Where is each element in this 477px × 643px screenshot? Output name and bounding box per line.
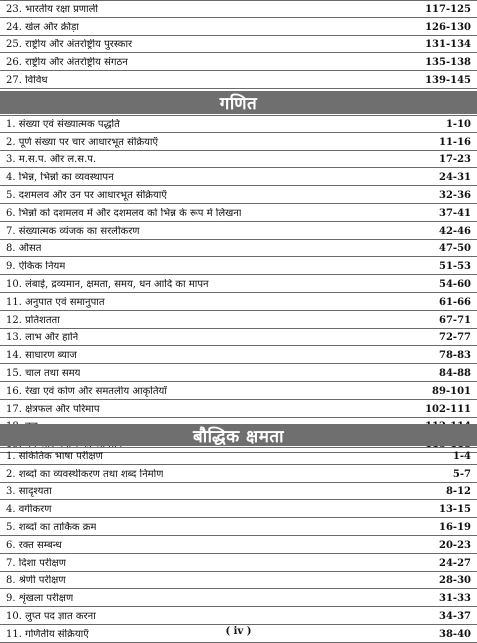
toc-entry-pages: 72-77 xyxy=(439,332,471,344)
toc-entry-title: 14. साधारण ब्याज xyxy=(6,350,77,362)
toc-entry-pages: 24-27 xyxy=(439,557,471,569)
toc-row xyxy=(0,71,477,89)
toc-entry-pages: 84-88 xyxy=(439,367,471,379)
toc-row xyxy=(0,364,477,382)
toc-entry-pages: 126-130 xyxy=(425,21,471,33)
toc-row xyxy=(0,36,477,54)
toc-entry-pages: 47-50 xyxy=(439,243,471,255)
toc-entry-title: 3. म.स.प. और ल.स.प. xyxy=(6,154,97,166)
toc-row xyxy=(0,18,477,36)
toc-entry-title: 11. गणितीय संक्रियाएँ xyxy=(6,628,89,640)
toc-entry-pages: 16-19 xyxy=(439,521,471,533)
toc-entry-title: 9. ऐकिक नियम xyxy=(6,261,66,273)
toc-entry-pages: 67-71 xyxy=(439,314,471,326)
toc-row xyxy=(0,607,477,625)
toc-row xyxy=(0,115,477,133)
toc-list-general xyxy=(0,0,477,89)
toc-row xyxy=(0,400,477,418)
toc-entry-title: 5. शब्दों का तार्किक क्रम xyxy=(6,521,97,533)
toc-row xyxy=(0,240,477,258)
toc-entry-title: 6. भिन्नों को दशमलव में और दशमलव को भिन्न के रूप में लिखना xyxy=(6,207,242,219)
toc-entry-pages: 89-101 xyxy=(432,385,471,397)
toc-entry-pages: 131-134 xyxy=(425,39,471,51)
toc-row xyxy=(0,500,477,518)
toc-entry-title: 4. भिन्न, भिन्नों का व्यवस्थापन xyxy=(6,172,114,184)
toc-entry-title: 5. दशमलव और उन पर आधारभूत संक्रियाएँ xyxy=(6,189,167,201)
toc-row xyxy=(0,168,477,186)
toc-row xyxy=(0,53,477,71)
toc-row xyxy=(0,589,477,607)
toc-entry-pages: 117-125 xyxy=(425,3,471,15)
toc-entry-title: 26. राष्ट्रीय और अंतर्राष्ट्रीय संगठन xyxy=(6,57,128,69)
toc-entry-title: 6. रक्त सम्बन्ध xyxy=(6,539,62,551)
toc-entry-title: 11. अनुपात एवं समानुपात xyxy=(6,296,105,308)
toc-entry-title: 7. संख्यात्मक व्यंजक का सरलीकरण xyxy=(6,225,140,237)
toc-list-math xyxy=(0,115,477,453)
toc-entry-title: 1. संख्या एवं संख्यात्मक पद्धति xyxy=(6,118,120,130)
toc-row xyxy=(0,536,477,554)
toc-entry-title: 25. राष्ट्रीय और अंतर्राष्ट्रीय पुरस्कार xyxy=(6,39,133,51)
toc-entry-title: 24. खेल और क्रीड़ा xyxy=(6,21,79,33)
section-heading-math-text: गणित xyxy=(219,94,258,114)
toc-entry-pages: 135-138 xyxy=(425,57,471,69)
toc-entry-pages: 13-15 xyxy=(439,504,471,516)
toc-entry-pages: 61-66 xyxy=(439,296,471,308)
toc-entry-pages: 20-23 xyxy=(439,539,471,551)
toc-entry-title: 16. रेखा एवं कोण और समतलीय आकृतियाँ xyxy=(6,385,167,397)
toc-row xyxy=(0,518,477,536)
toc-entry-pages: 1-4 xyxy=(452,450,471,462)
toc-row xyxy=(0,222,477,240)
toc-entry-title: 15. चाल तथा समय xyxy=(6,367,81,379)
toc-list-reasoning xyxy=(0,447,477,643)
toc-entry-pages: 8-12 xyxy=(445,486,471,498)
toc-entry-title: 17. क्षेत्रफल और परिमाप xyxy=(6,403,100,415)
toc-entry-pages: 34-37 xyxy=(439,610,471,622)
toc-row xyxy=(0,204,477,222)
toc-entry-title: 2. शब्दों का व्यवस्थीकरण तथा शब्द निर्माण xyxy=(6,468,164,480)
toc-row xyxy=(0,483,477,501)
toc-entry-pages: 37-41 xyxy=(439,207,471,219)
toc-entry-title: 10. लुप्त पद ज्ञात करना xyxy=(6,610,96,622)
toc-entry-pages: 54-60 xyxy=(439,278,471,290)
toc-entry-pages: 38-40 xyxy=(439,628,471,640)
toc-entry-pages: 32-36 xyxy=(439,189,471,201)
toc-entry-title: 13. लाभ और हानि xyxy=(6,332,79,344)
toc-entry-title: 12. प्रतिशतता xyxy=(6,314,60,326)
toc-entry-title: 3. सादृश्यता xyxy=(6,486,52,498)
toc-entry-pages: 51-53 xyxy=(439,261,471,273)
toc-entry-pages: 1-10 xyxy=(445,118,471,130)
toc-entry-title: 8. श्रेणी परीक्षण xyxy=(6,575,66,587)
toc-entry-pages: 11-16 xyxy=(439,136,471,148)
toc-entry-title: 10. लंबाई, द्रव्यमान, क्षमता, समय, धन आदि का मापन xyxy=(6,278,209,290)
toc-entry-title: 1. सांकेतिक भाषा परीक्षण xyxy=(6,450,103,462)
toc-entry-title: 8. औसत xyxy=(6,243,42,255)
toc-row xyxy=(0,465,477,483)
toc-entry-pages: 78-83 xyxy=(439,350,471,362)
toc-entry-pages: 24-31 xyxy=(439,172,471,184)
section-heading-reasoning-text: बौद्धिक क्षमता xyxy=(192,426,285,447)
toc-row xyxy=(0,275,477,293)
toc-entry-title: 2. पूर्ण संख्या पर चार आधारभूत संक्रियाएँ xyxy=(6,136,159,148)
toc-row xyxy=(0,186,477,204)
toc-row xyxy=(0,293,477,311)
toc-row xyxy=(0,133,477,151)
toc-row xyxy=(0,382,477,400)
toc-row xyxy=(0,151,477,169)
toc-entry-title: 7. दिशा परीक्षण xyxy=(6,557,66,569)
toc-entry-title: 4. वर्गीकरण xyxy=(6,504,52,516)
toc-entry-title: 23. भारतीय रक्षा प्रणाली xyxy=(6,3,98,15)
toc-row xyxy=(0,447,477,465)
toc-entry-pages: 5-7 xyxy=(452,468,471,480)
section-heading-math xyxy=(0,91,477,114)
toc-entry-title: 27. विविध xyxy=(6,74,48,86)
toc-entry-pages: 28-30 xyxy=(439,575,471,587)
toc-row xyxy=(0,329,477,347)
toc-row xyxy=(0,572,477,590)
toc-row xyxy=(0,0,477,18)
toc-row xyxy=(0,311,477,329)
toc-row xyxy=(0,554,477,572)
toc-entry-pages: 31-33 xyxy=(439,593,471,605)
toc-row xyxy=(0,346,477,364)
section-heading-reasoning xyxy=(0,424,477,446)
page-number: ( iv ) xyxy=(225,626,252,637)
toc-entry-pages: 102-111 xyxy=(425,403,471,415)
toc-entry-title: 9. शृंखला परीक्षण xyxy=(6,593,74,605)
toc-entry-pages: 139-145 xyxy=(425,74,471,86)
toc-row xyxy=(0,257,477,275)
toc-entry-pages: 17-23 xyxy=(439,154,471,166)
toc-entry-pages: 42-46 xyxy=(439,225,471,237)
